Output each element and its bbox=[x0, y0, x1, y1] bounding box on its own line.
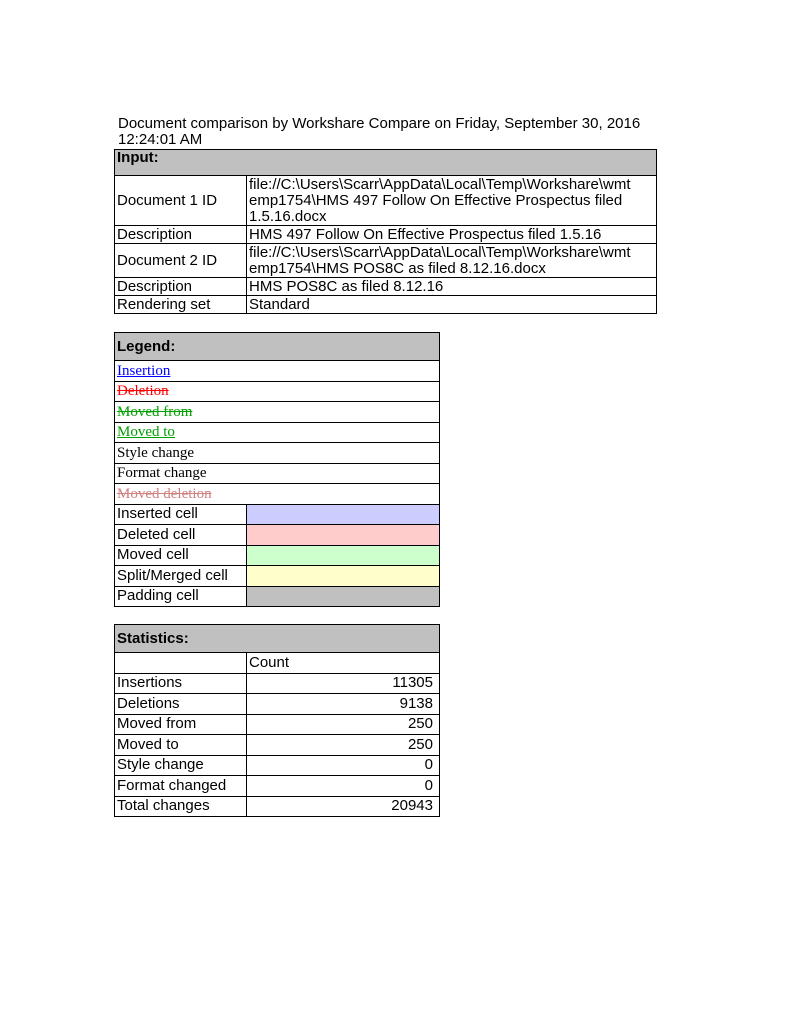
statistics-empty-header bbox=[115, 653, 247, 674]
statistics-label: Insertions bbox=[115, 673, 247, 694]
statistics-count: 0 bbox=[247, 776, 440, 797]
input-row bbox=[115, 226, 657, 244]
legend-cell-label: Inserted cell bbox=[115, 504, 247, 525]
comparison-title bbox=[118, 116, 678, 148]
statistics-row bbox=[115, 714, 440, 735]
legend-row bbox=[115, 463, 440, 484]
legend-cell-row bbox=[115, 504, 440, 525]
statistics-row bbox=[115, 673, 440, 694]
padding-cell-swatch bbox=[247, 586, 440, 607]
input-row bbox=[115, 278, 657, 296]
statistics-count: 9138 bbox=[247, 694, 440, 715]
statistics-row bbox=[115, 755, 440, 776]
input-label: Document 1 ID bbox=[115, 176, 247, 226]
statistics-column-header-row bbox=[115, 653, 440, 674]
title-line-1: Document comparison by Workshare Compare on Friday, September 30, 2016 bbox=[118, 115, 641, 132]
legend-cell-label: Deleted cell bbox=[115, 525, 247, 546]
statistics-label: Style change bbox=[115, 755, 247, 776]
legend-heading: Legend: bbox=[115, 333, 440, 361]
legend-cell-row bbox=[115, 586, 440, 607]
inserted-cell-swatch bbox=[247, 504, 440, 525]
legend-cell-label: Split/Merged cell bbox=[115, 566, 247, 587]
rendering-set-value: Standard bbox=[247, 296, 657, 314]
legend-deletion: Deletion bbox=[117, 383, 169, 400]
document-1-id-value: file://C:\Users\Scarr\AppData\Local\Temp\Workshare\wmt emp1754\HMS 497 Follow On Effective Prospectus filed 1.5.16.docx bbox=[247, 176, 657, 226]
input-row bbox=[115, 296, 657, 314]
statistics-count: 250 bbox=[247, 735, 440, 756]
input-table bbox=[114, 149, 657, 314]
deleted-cell-swatch bbox=[247, 525, 440, 546]
input-row bbox=[115, 176, 657, 226]
statistics-label: Deletions bbox=[115, 694, 247, 715]
input-label: Rendering set bbox=[115, 296, 247, 314]
statistics-table bbox=[114, 624, 440, 817]
input-label: Description bbox=[115, 278, 247, 296]
input-row bbox=[115, 244, 657, 278]
legend-insertion: Insertion bbox=[117, 362, 171, 379]
legend-style-change: Style change bbox=[115, 443, 440, 464]
document-2-id-value: file://C:\Users\Scarr\AppData\Local\Temp\Workshare\wmt emp1754\HMS POS8C as filed 8.12.16.docx bbox=[247, 244, 657, 278]
legend-row bbox=[115, 443, 440, 464]
statistics-label: Total changes bbox=[115, 796, 247, 817]
legend-cell-label: Moved cell bbox=[115, 545, 247, 566]
legend-row bbox=[115, 422, 440, 443]
input-header-row bbox=[115, 150, 657, 176]
legend-table bbox=[114, 332, 440, 607]
statistics-header-row bbox=[115, 625, 440, 653]
statistics-label: Moved to bbox=[115, 735, 247, 756]
legend-row bbox=[115, 402, 440, 423]
legend-cell-label: Padding cell bbox=[115, 586, 247, 607]
statistics-count: 0 bbox=[247, 755, 440, 776]
legend-header-row bbox=[115, 333, 440, 361]
legend-cell-row bbox=[115, 525, 440, 546]
input-heading: Input: bbox=[115, 150, 657, 176]
statistics-row bbox=[115, 735, 440, 756]
statistics-heading: Statistics: bbox=[115, 625, 440, 653]
input-label: Document 2 ID bbox=[115, 244, 247, 278]
statistics-row bbox=[115, 694, 440, 715]
statistics-count: 11305 bbox=[247, 673, 440, 694]
moved-cell-swatch bbox=[247, 545, 440, 566]
input-label: Description bbox=[115, 226, 247, 244]
legend-moved-to: Moved to bbox=[117, 424, 175, 441]
statistics-label: Moved from bbox=[115, 714, 247, 735]
description-2-value: HMS POS8C as filed 8.12.16 bbox=[247, 278, 657, 296]
title-line-2: 12:24:01 AM bbox=[118, 131, 203, 148]
legend-row bbox=[115, 361, 440, 382]
legend-format-change: Format change bbox=[115, 463, 440, 484]
count-column-header: Count bbox=[247, 653, 440, 674]
statistics-count: 20943 bbox=[247, 796, 440, 817]
split-merged-cell-swatch bbox=[247, 566, 440, 587]
statistics-count: 250 bbox=[247, 714, 440, 735]
statistics-row bbox=[115, 776, 440, 797]
statistics-label: Format changed bbox=[115, 776, 247, 797]
legend-moved-from: Moved from bbox=[117, 403, 193, 420]
statistics-row bbox=[115, 796, 440, 817]
legend-cell-row bbox=[115, 566, 440, 587]
legend-row bbox=[115, 381, 440, 402]
legend-moved-deletion: Moved deletion bbox=[117, 485, 212, 502]
legend-row bbox=[115, 484, 440, 505]
description-1-value: HMS 497 Follow On Effective Prospectus filed 1.5.16 bbox=[247, 226, 657, 244]
legend-cell-row bbox=[115, 545, 440, 566]
